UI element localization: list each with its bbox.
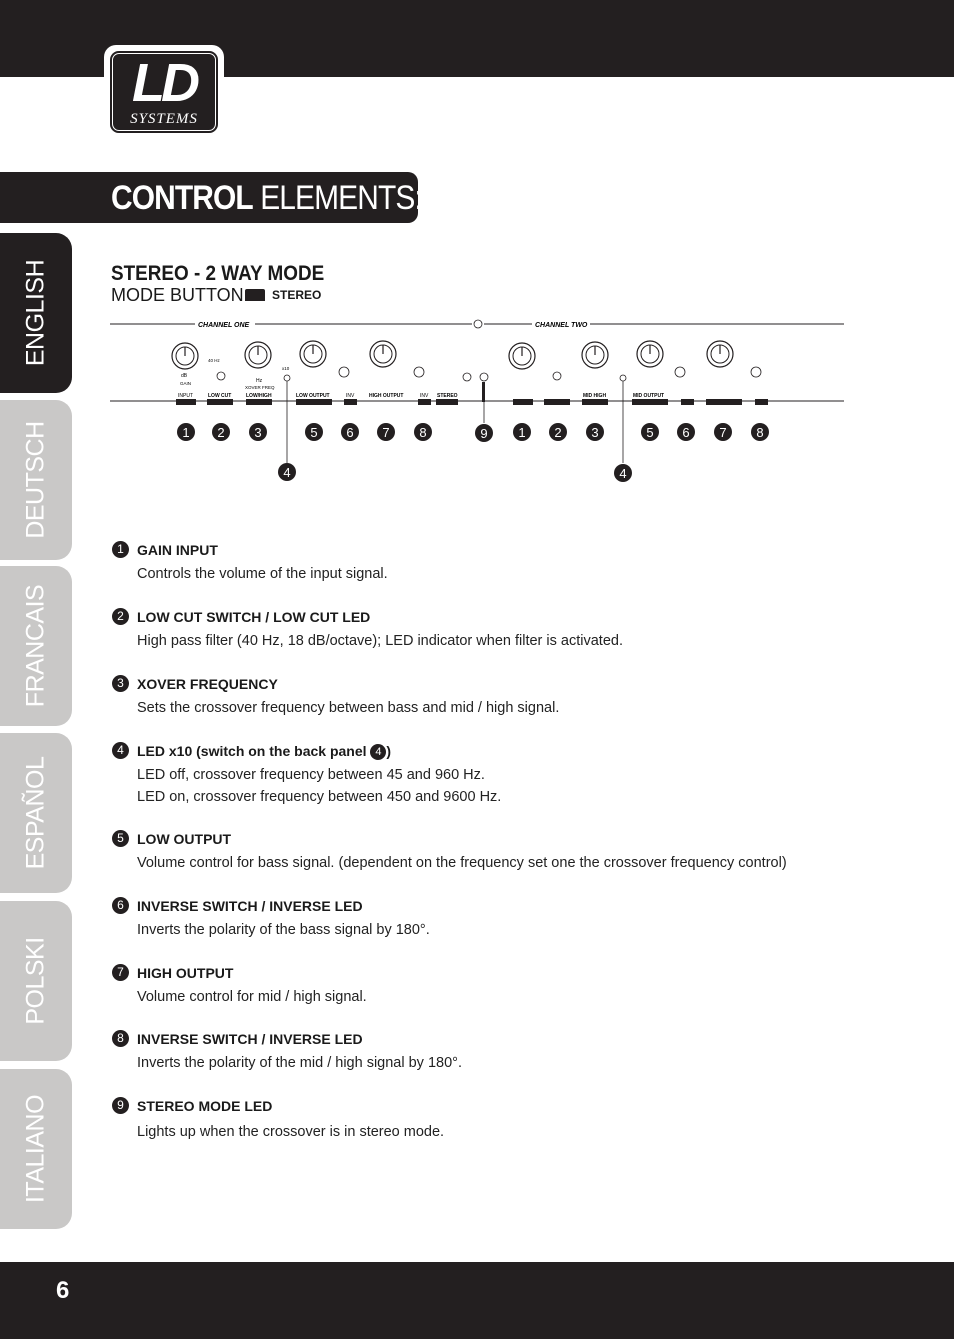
tab-polski-label: POLSKI [21,937,50,1025]
xover-label: XOVER FREQ [245,385,275,390]
channel-one-label: CHANNEL ONE [198,322,250,329]
low-cut-led-2 [553,372,561,380]
marker-5-ch2-text: 5 [646,425,654,440]
item-number: 3 [112,675,129,692]
item-title: XOVER FREQUENCY [137,676,278,692]
tab-deutsch[interactable] [0,400,72,560]
marker-1-text: 1 [182,425,190,440]
low-cut-led [217,372,225,380]
mid-output-label: MID OUTPUT [633,393,665,399]
marker-6-text: 6 [346,425,354,440]
marker-1-ch2-text: 1 [518,425,526,440]
mono-bar [436,399,458,405]
x10-led-2 [620,375,626,381]
tab-francais[interactable] [0,566,72,726]
marker-4-ch2-text: 4 [619,466,627,481]
marker-7-text: 7 [382,425,390,440]
item-number: 7 [112,964,129,981]
ld-systems-logo [104,45,224,141]
hz-label: Hz [256,378,263,384]
item-desc-line: LED off, crossover frequency between 45 and 960 Hz. [137,767,485,783]
marker-9-text: 9 [480,426,488,441]
item-title: GAIN INPUT [137,542,218,558]
stereo-label: STEREO [437,393,458,399]
mode-button-value: STEREO [272,288,322,302]
mode-button-label: MODE BUTTON [111,285,244,305]
tab-italiano[interactable] [0,1069,72,1229]
item-number: 9 [112,1097,129,1114]
item-title: STEREO MODE LED [137,1098,273,1114]
item-desc: Sets the crossover frequency between bass and mid / high signal. [137,700,560,716]
gain-label: GAIN [180,381,192,386]
x10-led [284,375,290,381]
db-label: dB [181,373,188,379]
low-cut-label: LOW CUT [208,393,232,399]
item-number: 1 [112,541,129,558]
input-bar-2 [513,399,533,405]
logo-ld-text: LD [132,53,196,113]
mode-led [480,373,488,381]
page-number: 6 [56,1277,70,1304]
inv-bar-low [344,399,357,405]
tab-francais-label: FRANCAIS [21,584,50,708]
inv-switch-high-2[interactable] [751,367,761,377]
marker-8-ch2-text: 8 [756,425,764,440]
high-output-label: HIGH OUTPUT [369,393,404,399]
page-title-light: ELEMENTS: [252,179,422,217]
inv-label-high: INV [420,393,429,399]
item-desc: Inverts the polarity of the bass signal by 180°. [137,922,430,938]
input-bar [176,399,196,405]
tab-italiano-label: ITALIANO [21,1094,50,1204]
section-title: STEREO - 2 WAY MODE [111,262,325,285]
channel-two-label: CHANNEL TWO [535,322,588,329]
item-title: LOW OUTPUT [137,831,232,847]
low-mid-bar [246,399,272,405]
screw-icon [474,320,482,328]
marker-2-text: 2 [217,425,225,440]
mode-switch[interactable] [482,382,485,402]
item-desc: Volume control for bass signal. (dependent on the frequency set one the crossover frequency control) [137,855,787,871]
item-number: 8 [112,1030,129,1047]
inv-switch-low[interactable] [339,367,349,377]
page-title [111,178,422,218]
marker-6-ch2-text: 6 [682,425,690,440]
mode-button-icon [245,289,265,301]
item-desc: Controls the volume of the input signal. [137,566,388,582]
inv-switch-low-2[interactable] [675,367,685,377]
inv-label-low: INV [346,393,355,399]
stereo-led [463,373,471,381]
low-output-bar [296,399,332,405]
inv-bar-high-2 [755,399,768,405]
low-cut-bar-2 [544,399,570,405]
tab-espanol[interactable] [0,733,72,893]
item-title-text: LED x10 (switch on the back panel [137,743,367,759]
marker-5-text: 5 [310,425,318,440]
tab-espanol-label: ESPAÑOL [21,756,50,870]
low-cut-bar [207,399,233,405]
item-desc: Volume control for mid / high signal. [137,989,367,1005]
hz40-label: 40 Hz [208,358,220,363]
logo-systems-text: SYSTEMS [130,111,198,127]
mid-high-bar [582,399,608,405]
tab-english[interactable] [0,233,72,393]
item-title: INVERSE SWITCH / INVERSE LED [137,898,363,914]
item-desc: High pass filter (40 Hz, 18 dB/octave); LED indicator when filter is activated. [137,633,623,649]
low-output-label: LOW OUTPUT [296,393,330,399]
high-output-bar-2 [706,399,742,405]
tab-english-label: ENGLISH [21,259,50,367]
mid-output-bar [632,399,668,405]
input-label: INPUT [178,393,193,399]
item-number: 6 [112,897,129,914]
item-desc: Lights up when the crossover is in stereo mode. [137,1124,445,1140]
item-number: 5 [112,830,129,847]
mid-high-label: MID HIGH [583,393,607,399]
item-title-end: ) [386,743,392,759]
front-panel-diagram [110,315,850,490]
item-title-ref: 4 [370,744,386,760]
marker-3-text: 3 [254,425,262,440]
item-desc [137,764,501,808]
marker-3-ch2-text: 3 [591,425,599,440]
channel-two-controls [509,341,768,405]
tab-polski[interactable] [0,901,72,1061]
inv-bar-low-2 [681,399,694,405]
item-title: HIGH OUTPUT [137,965,234,981]
page-title-bold: CONTROL [111,179,253,217]
item-desc-line: LED on, crossover frequency between 450 and 9600 Hz. [137,789,502,805]
marker-7-ch2-text: 7 [719,425,727,440]
item-title [137,743,391,760]
marker-4-text: 4 [283,465,291,480]
low-high-label: LOW/HIGH [246,393,272,399]
item-title: INVERSE SWITCH / INVERSE LED [137,1031,363,1047]
channel-one-controls [172,341,488,405]
item-number: 2 [112,608,129,625]
tab-deutsch-label: DEUTSCH [21,421,50,539]
x10-label: x10 [282,366,290,371]
item-number: 4 [112,742,129,759]
marker-8-text: 8 [419,425,427,440]
bottom-bar [0,1262,954,1339]
inv-bar-high [418,399,431,405]
item-title: LOW CUT SWITCH / LOW CUT LED [137,609,371,625]
marker-2-ch2-text: 2 [554,425,562,440]
inv-switch-high[interactable] [414,367,424,377]
item-desc: Inverts the polarity of the mid / high signal by 180°. [137,1055,462,1071]
